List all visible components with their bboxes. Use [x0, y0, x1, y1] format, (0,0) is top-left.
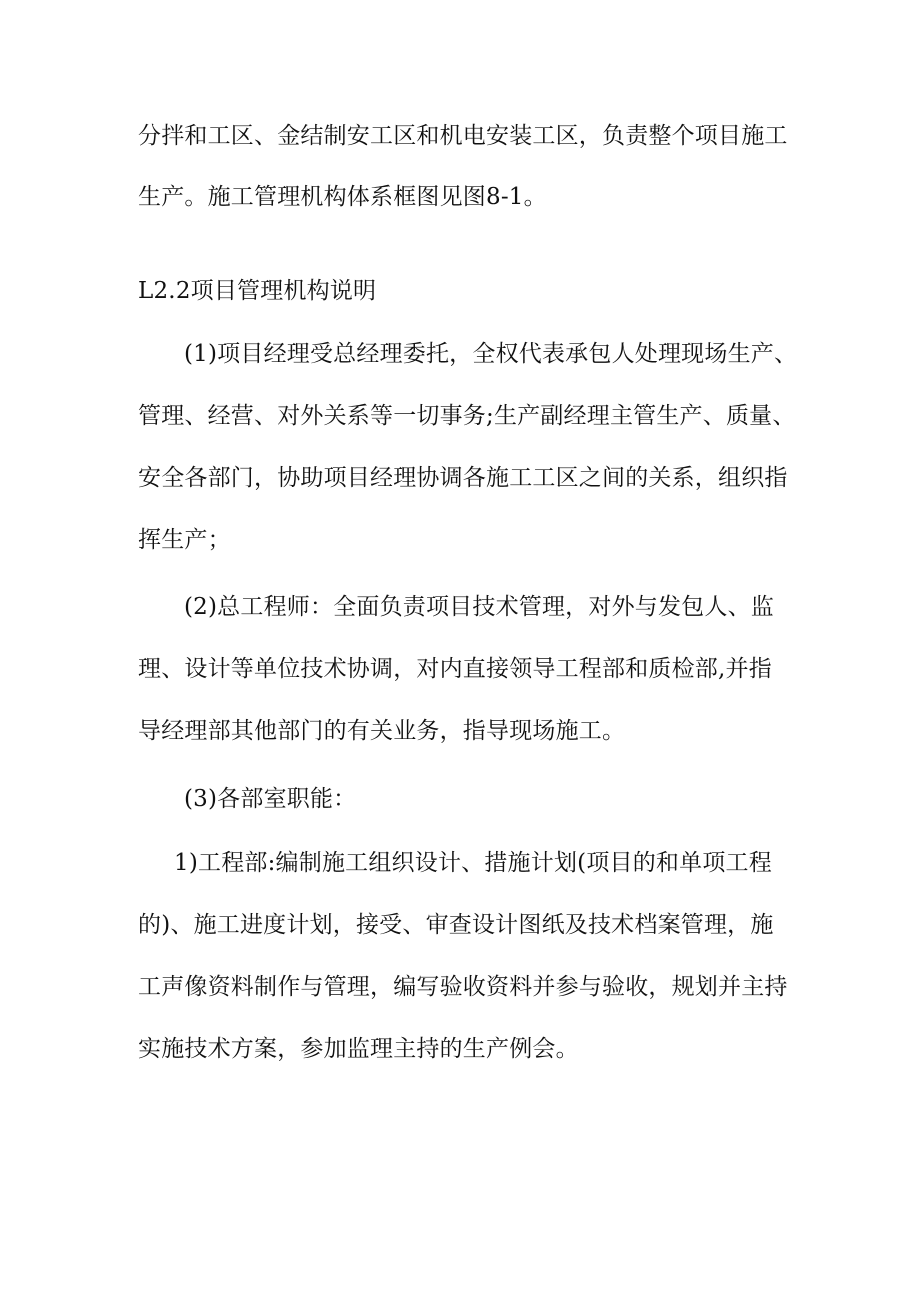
section-heading: L2.2项目管理机构说明 — [138, 278, 377, 304]
paragraph-line: 实施技术方案，参加监理主持的生产例会。 — [138, 1036, 579, 1062]
paragraph-line: (1)项目经理受总经理委托，全权代表承包人处理现场生产、 — [184, 341, 798, 367]
paragraph-line: (3)各部室职能： — [184, 786, 357, 812]
paragraph-line: 导经理部其他部门的有关业务，指导现场施工。 — [138, 718, 626, 744]
paragraph-line: 生产。施工管理机构体系框图见图8-1。 — [138, 184, 547, 210]
paragraph-line: 工声像资料制作与管理，编写验收资料并参与验收，规划并主持 — [138, 974, 788, 1000]
paragraph-line: 的)、施工进度计划，接受、审查设计图纸及技术档案管理，施 — [138, 912, 774, 938]
paragraph-line: (2)总工程师：全面负责项目技术管理，对外与发包人、监 — [184, 594, 774, 620]
paragraph-line: 分拌和工区、金结制安工区和机电安装工区，负责整个项目施工 — [138, 123, 788, 149]
paragraph-line: 管理、经营、对外关系等一切事务;生产副经理主管生产、质量、 — [138, 403, 796, 429]
paragraph-line: 理、设计等单位技术协调，对内直接领导工程部和质检部,并指 — [138, 656, 772, 682]
paragraph-line: 1)工程部:编制施工组织设计、措施计划(项目的和单项工程 — [174, 850, 772, 876]
paragraph-line: 安全各部门，协助项目经理协调各施工工区之间的关系，组织指 — [138, 465, 788, 491]
paragraph-line: 挥生产； — [138, 527, 231, 553]
